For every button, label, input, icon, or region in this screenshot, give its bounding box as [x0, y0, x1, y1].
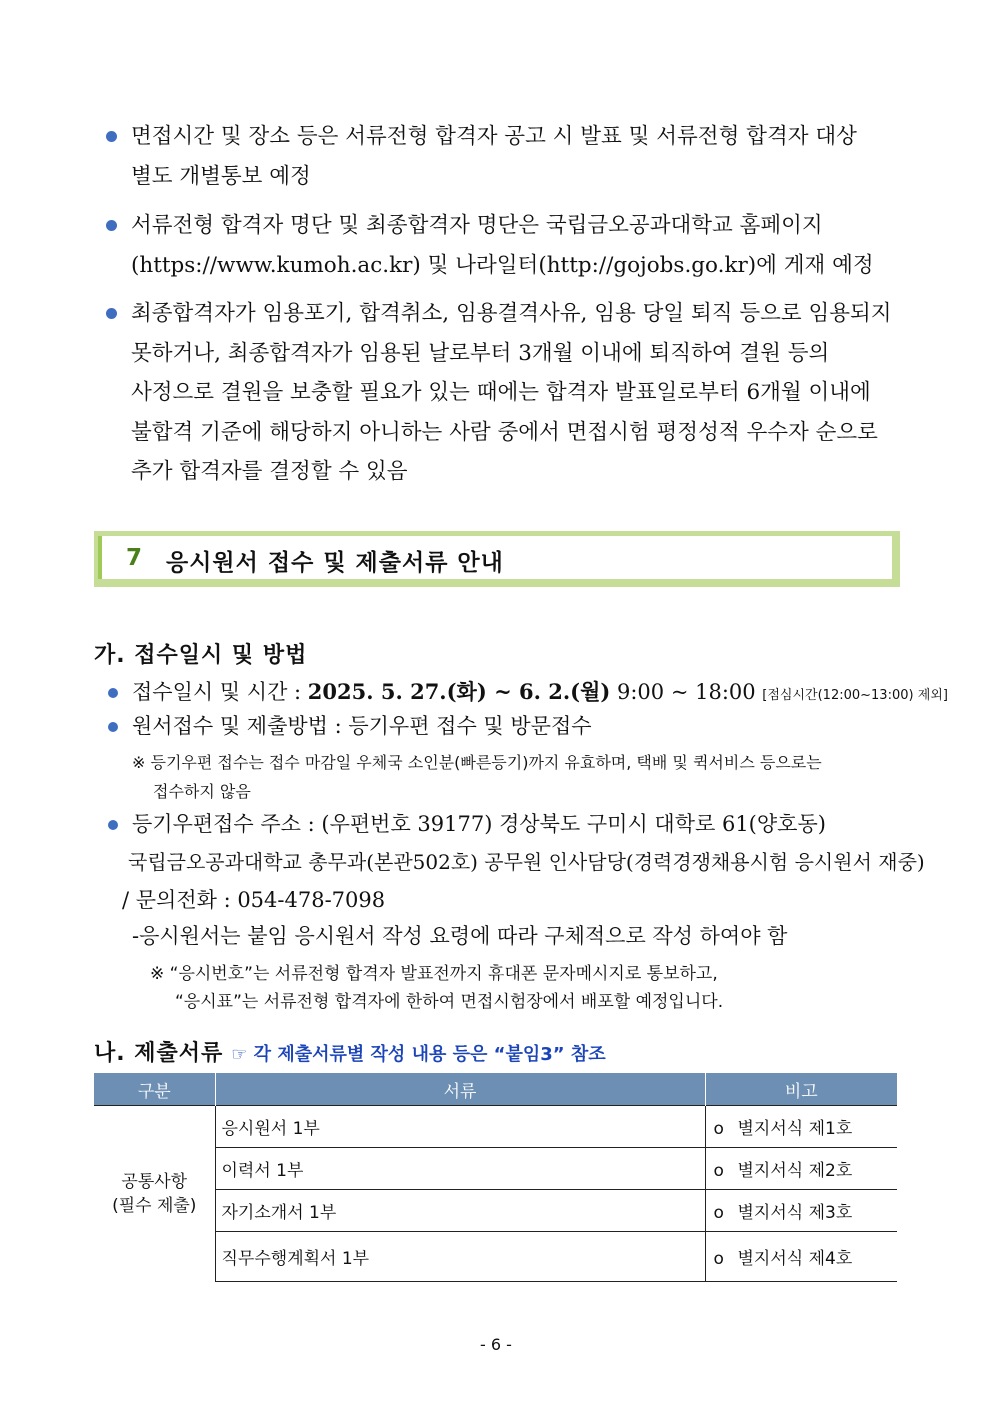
method-note-line2: 접수하지 않음	[153, 782, 251, 801]
time-value: 9:00 ~ 18:00	[610, 680, 763, 704]
category-line2: (필수 제출)	[112, 1195, 197, 1216]
document-cell: 이력서 1부	[215, 1148, 705, 1190]
bullet-dot-icon	[108, 688, 118, 698]
address-line1: 등기우편접수 주소 : (우편번호 39177) 경상북도 구미시 대학로 61(양호동)	[132, 812, 826, 836]
section-title: 응시원서 접수 및 제출서류 안내	[166, 550, 504, 576]
bullet-line: 별도 개별통보 예정	[131, 163, 311, 189]
date-label: 접수일시 및 시간 :	[132, 680, 308, 704]
table-row	[94, 1190, 897, 1232]
category-cell	[94, 1106, 215, 1282]
section-header	[94, 531, 900, 587]
notice-line1: ※ “응시번호”는 서류전형 합격자 발표전까지 휴대폰 문자메시지로 통보하고,	[150, 964, 718, 984]
bullet-result-list	[106, 206, 901, 285]
table-header-row	[94, 1073, 897, 1106]
page-number: - 6 -	[480, 1335, 512, 1354]
subheading-a: 가. 접수일시 및 방법	[94, 643, 308, 668]
table-row	[94, 1106, 897, 1148]
remark-marker: o	[713, 1249, 724, 1269]
bullet-dot-icon	[106, 308, 117, 319]
remark-marker: o	[713, 1161, 724, 1181]
section-number: 7	[126, 545, 143, 571]
date-value: 2025. 5. 27.(화) ~ 6. 2.(월)	[307, 679, 611, 704]
bullet-line: 못하거나, 최종합격자가 임용된 날로부터 3개월 이내에 퇴직하여 결원 등의	[131, 340, 830, 366]
bullet-dot-icon	[106, 220, 117, 231]
bullet-line: (https://www.kumoh.ac.kr) 및 나라일터(http://gojobs.go.kr)에 게재 예정	[131, 252, 874, 278]
address-line3: / 문의전화 : 054-478-7098	[122, 888, 386, 912]
bullet-mail-address	[108, 808, 826, 838]
remark-text: 별지서식 제1호	[737, 1119, 853, 1139]
method-note-line1: ※ 등기우편 접수는 접수 마감일 우체국 소인분(빠른등기)까지 유효하며, 택배 및 퀵서비스 등으로는	[132, 753, 822, 772]
remark-text: 별지서식 제2호	[737, 1161, 853, 1181]
documents-table	[94, 1073, 897, 1282]
lunch-note: [점심시간(12:00~13:00) 제외]	[762, 688, 948, 703]
bullet-line: 추가 합격자를 결정할 수 있음	[131, 459, 408, 484]
address-line2: 국립금오공과대학교 총무과(본관502호) 공무원 인사담당(경력경쟁채용시험 응시원서 재중)	[128, 850, 925, 874]
document-cell: 직무수행계획서 1부	[215, 1232, 705, 1282]
bullet-line: 사정으로 결원을 보충할 필요가 있는 때에는 합격자 발표일로부터 6개월 이내에	[131, 380, 871, 405]
bullet-dot-icon	[108, 820, 118, 830]
remark-cell	[705, 1106, 897, 1148]
subheading-b	[94, 1036, 606, 1067]
remark-marker: o	[713, 1119, 724, 1139]
table-row	[94, 1232, 897, 1282]
bullet-receipt-method	[108, 710, 592, 740]
bullet-line: 최종합격자가 임용포기, 합격취소, 임용결격사유, 임용 당일 퇴직 등으로 임용되지	[131, 301, 892, 326]
header-document: 서류	[215, 1073, 705, 1106]
remark-marker: o	[713, 1203, 724, 1223]
remark-cell	[705, 1190, 897, 1232]
category-line1: 공통사항	[121, 1171, 188, 1192]
remark-cell	[705, 1148, 897, 1190]
bullet-line: 불합격 기준에 해당하지 아니하는 사람 중에서 면접시험 평정성적 우수자 순으로	[131, 419, 878, 445]
bullet-dot-icon	[108, 722, 118, 732]
bullet-dot-icon	[106, 131, 117, 142]
notice-line2: “응시표”는 서류전형 합격자에 한하여 면접시험장에서 배포할 예정입니다.	[175, 992, 724, 1012]
method-text: 원서접수 및 제출방법 : 등기우편 접수 및 방문접수	[132, 714, 592, 738]
subheading-b-label: 나. 제출서류	[94, 1041, 224, 1066]
bullet-interview-notice	[106, 117, 901, 196]
remark-cell	[705, 1232, 897, 1282]
application-dash-note: -응시원서는 붙임 응시원서 작성 요령에 따라 구체적으로 작성 하여야 함	[132, 924, 788, 948]
bullet-line: 서류전형 합격자 명단 및 최종합격자 명단은 국립금오공과대학교 홈페이지	[131, 213, 823, 238]
remark-text: 별지서식 제4호	[737, 1249, 853, 1269]
attachment-reference: ☞ 각 제출서류별 작성 내용 등은 “붙임3” 참조	[231, 1044, 606, 1065]
bullet-additional-pass	[106, 294, 901, 492]
bullet-receipt-date	[108, 676, 948, 706]
header-category: 구분	[94, 1073, 215, 1106]
document-cell: 응시원서 1부	[215, 1106, 705, 1148]
document-cell: 자기소개서 1부	[215, 1190, 705, 1232]
remark-text: 별지서식 제3호	[737, 1203, 853, 1223]
bullet-line: 면접시간 및 장소 등은 서류전형 합격자 공고 시 발표 및 서류전형 합격자 대상	[131, 124, 857, 149]
table-row	[94, 1148, 897, 1190]
header-remark: 비고	[705, 1073, 897, 1106]
